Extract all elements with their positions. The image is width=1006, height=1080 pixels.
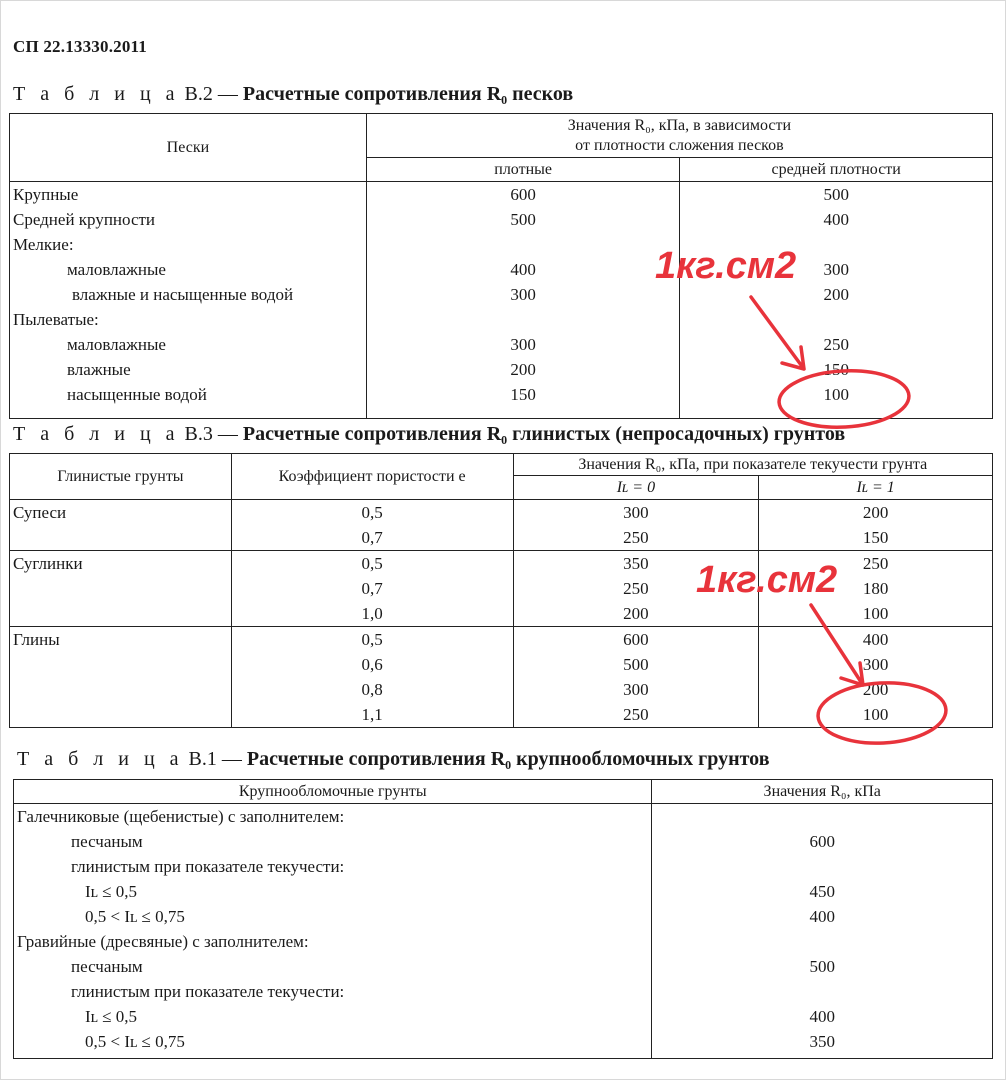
- table-b2-row-name: Средней крупности: [13, 210, 156, 229]
- table-b3-porosity: 0,6: [361, 655, 383, 674]
- table-b2-caption: [13, 83, 573, 106]
- table-b3-porosity: 0,5: [361, 503, 383, 522]
- table-b2-row-name: Пылеватые:: [13, 310, 99, 329]
- table-b3-value-il0: 250: [623, 528, 649, 547]
- table-b3-value-il0: 600: [623, 630, 649, 649]
- table-b1-caption: [17, 748, 770, 771]
- table-b1-row-value: [652, 804, 992, 829]
- table-b2-names-column: [10, 182, 367, 419]
- document-code: СП 22.13330.2011: [13, 37, 148, 56]
- table-b3-value-il0: 500: [623, 655, 649, 674]
- table-b1-row-name: 0,5 < Iʟ ≤ 0,75: [85, 1032, 185, 1051]
- table-b3-value-il1: 400: [862, 630, 889, 649]
- table-b2-row-name: маловлажные: [67, 260, 166, 279]
- table-b3-value-il1: 300: [862, 655, 889, 674]
- table-b1-row-value: [652, 979, 992, 1004]
- table-b3-value-il1-cell: [759, 627, 993, 728]
- table-b2-row-dense: 300: [510, 335, 536, 354]
- table-b3-number: В.3 —: [179, 423, 243, 445]
- table-b3-value-il0: 250: [623, 705, 649, 724]
- table-b1-row-value: 450: [809, 882, 835, 901]
- table-b3-value-il1: 100: [862, 705, 889, 724]
- annotation-note-1: 1кг.см2: [655, 245, 797, 287]
- table-b3-value-il1: 180: [862, 579, 889, 598]
- table-b1-row-name: Галечниковые (щебенистые) с заполнителем:: [17, 807, 345, 826]
- table-b2-header-values-line2: от плотности сложения песков: [575, 136, 784, 154]
- table-b1-row-value: 600: [809, 832, 835, 851]
- table-b1-values-column: [652, 804, 993, 1059]
- table-b2-row-name: влажные и насыщенные водой: [72, 285, 294, 304]
- table-b2: [9, 113, 993, 419]
- table-b1-row-value: [652, 854, 992, 879]
- table-b2-row-dense: [367, 232, 680, 257]
- table-b3-porosity: 0,7: [361, 579, 383, 598]
- table-b1-row-name: Iʟ ≤ 0,5: [85, 1007, 138, 1026]
- table-b2-row-medium: 400: [823, 210, 849, 229]
- table-b3-group-row: [10, 551, 993, 627]
- table-b1-row-name: 0,5 < Iʟ ≤ 0,75: [85, 907, 185, 926]
- table-b2-row-name: маловлажные: [67, 335, 166, 354]
- table-b3-value-il0: 200: [623, 604, 649, 623]
- table-b1-header-soils: Крупнообломочные грунты: [14, 780, 652, 804]
- table-b3-porosity: 0,5: [361, 554, 383, 573]
- table-b3-porosity: 0,5: [361, 630, 383, 649]
- table-b2-medium-column: [680, 182, 993, 419]
- table-b2-row-name: насыщенные водой: [67, 385, 207, 404]
- table-b3-value-il0-cell: [513, 627, 759, 728]
- table-b2-row-dense: 150: [510, 385, 536, 404]
- table-b1-row-name: глинистым при показателе текучести:: [71, 857, 345, 876]
- table-b3-porosity-cell: [231, 500, 513, 551]
- table-b3-value-il1-cell: [759, 500, 993, 551]
- table-b3-value-il1: 200: [862, 680, 889, 699]
- table-b2-row-name: Крупные: [13, 185, 79, 204]
- table-b2-row-name: Мелкие:: [13, 235, 74, 254]
- table-b2-header-medium: средней плотности: [680, 158, 993, 182]
- table-b3-group-row: [10, 500, 993, 551]
- table-b3-title: Расчетные сопротивления R₀ глинистых (непросадочных) грунтов: [242, 423, 846, 445]
- table-b3-header-soils: Глинистые грунты: [10, 454, 232, 500]
- table-b2-row-medium: 200: [823, 285, 849, 304]
- table-b2-row-medium: 300: [823, 260, 849, 279]
- table-b1-title: Расчетные сопротивления R₀ крупнообломочных грунтов: [246, 748, 770, 770]
- table-b2-dense-column: [366, 182, 680, 419]
- table-b2-row-dense: 200: [510, 360, 536, 379]
- table-b3-value-il0: 350: [623, 554, 649, 573]
- table-b1: [13, 779, 993, 1059]
- table-b3: [9, 453, 993, 728]
- table-b1-header-values: Значения R₀, кПа: [652, 780, 993, 804]
- annotation-note-2: 1кг.см2: [696, 559, 838, 601]
- table-b3-value-il1: 100: [862, 604, 889, 623]
- table-b3-porosity: 0,7: [361, 528, 383, 547]
- table-b3-value-il1: 150: [862, 528, 889, 547]
- table-b2-header-values-line1: Значения R₀, кПа, в зависимости: [567, 116, 792, 134]
- table-b2-number: В.2 —: [179, 83, 243, 105]
- table-b3-label: Т а б л и ц а: [13, 423, 180, 445]
- table-b3-value-il0-cell: [513, 500, 759, 551]
- table-b2-row-medium: 100: [823, 385, 849, 404]
- table-b2-header-dense: плотные: [366, 158, 680, 182]
- table-b3-soil-name: Супеси: [13, 503, 67, 522]
- table-b2-row-dense: 400: [510, 260, 536, 279]
- table-b1-row-name: Iʟ ≤ 0,5: [85, 882, 138, 901]
- table-b1-row-value: 350: [809, 1032, 835, 1051]
- table-b3-porosity: 1,1: [361, 705, 383, 724]
- table-b3-value-il0: 250: [623, 579, 649, 598]
- table-b3-header-il0: Iʟ = 0: [513, 476, 759, 500]
- table-b1-row-value: 500: [809, 957, 835, 976]
- table-b2-row-medium: 250: [823, 335, 849, 354]
- table-b1-number: В.1 —: [183, 748, 247, 770]
- table-b3-header-il1: Iʟ = 1: [759, 476, 993, 500]
- table-b3-value-il1: 200: [862, 503, 889, 522]
- table-b3-value-il0: 300: [623, 503, 649, 522]
- table-b2-row-medium: [680, 307, 992, 332]
- table-b3-soil-name-cell: [10, 551, 232, 627]
- table-b1-names-column: [14, 804, 652, 1059]
- table-b1-row-name: Гравийные (дресвяные) с заполнителем:: [17, 932, 309, 951]
- table-b3-value-il1: 250: [862, 554, 889, 573]
- table-b3-porosity: 1,0: [361, 604, 383, 623]
- table-b1-row-value: 400: [809, 907, 835, 926]
- table-b2-row-medium: 150: [823, 360, 849, 379]
- table-b1-row-value: [652, 929, 992, 954]
- table-b3-soil-name-cell: [10, 500, 232, 551]
- table-b2-row-name: влажные: [67, 360, 131, 379]
- table-b2-label: Т а б л и ц а: [13, 83, 180, 105]
- table-b2-row-dense: 500: [510, 210, 536, 229]
- table-b1-label: Т а б л и ц а: [17, 748, 184, 770]
- table-b2-header-values: [366, 114, 992, 158]
- table-b1-row-name: песчаным: [71, 832, 143, 851]
- table-b2-row-medium: 500: [823, 185, 849, 204]
- table-b3-soil-name: Суглинки: [13, 554, 83, 573]
- table-b3-header-porosity: Коэффициент пористости e: [231, 454, 513, 500]
- table-b2-row-dense: 600: [510, 185, 536, 204]
- table-b2-title: Расчетные сопротивления R₀ песков: [242, 83, 574, 105]
- table-b3-soil-name-cell: [10, 627, 232, 728]
- table-b2-row-dense: [367, 307, 680, 332]
- table-b3-value-il0: 300: [623, 680, 649, 699]
- table-b3-porosity-cell: [231, 551, 513, 627]
- table-b3-soil-name: Глины: [13, 630, 60, 649]
- table-b1-row-name: глинистым при показателе текучести:: [71, 982, 345, 1001]
- table-b3-header-values: Значения R₀, кПа, при показателе текучести грунта: [513, 454, 992, 476]
- table-b3-caption: [13, 423, 845, 446]
- table-b2-header-sands: Пески: [10, 114, 367, 182]
- table-b3-porosity-cell: [231, 627, 513, 728]
- table-b3-group-row: [10, 627, 993, 728]
- table-b1-row-value: 400: [809, 1007, 835, 1026]
- table-b1-row-name: песчаным: [71, 957, 143, 976]
- table-b2-row-dense: 300: [510, 285, 536, 304]
- table-b3-porosity: 0,8: [361, 680, 383, 699]
